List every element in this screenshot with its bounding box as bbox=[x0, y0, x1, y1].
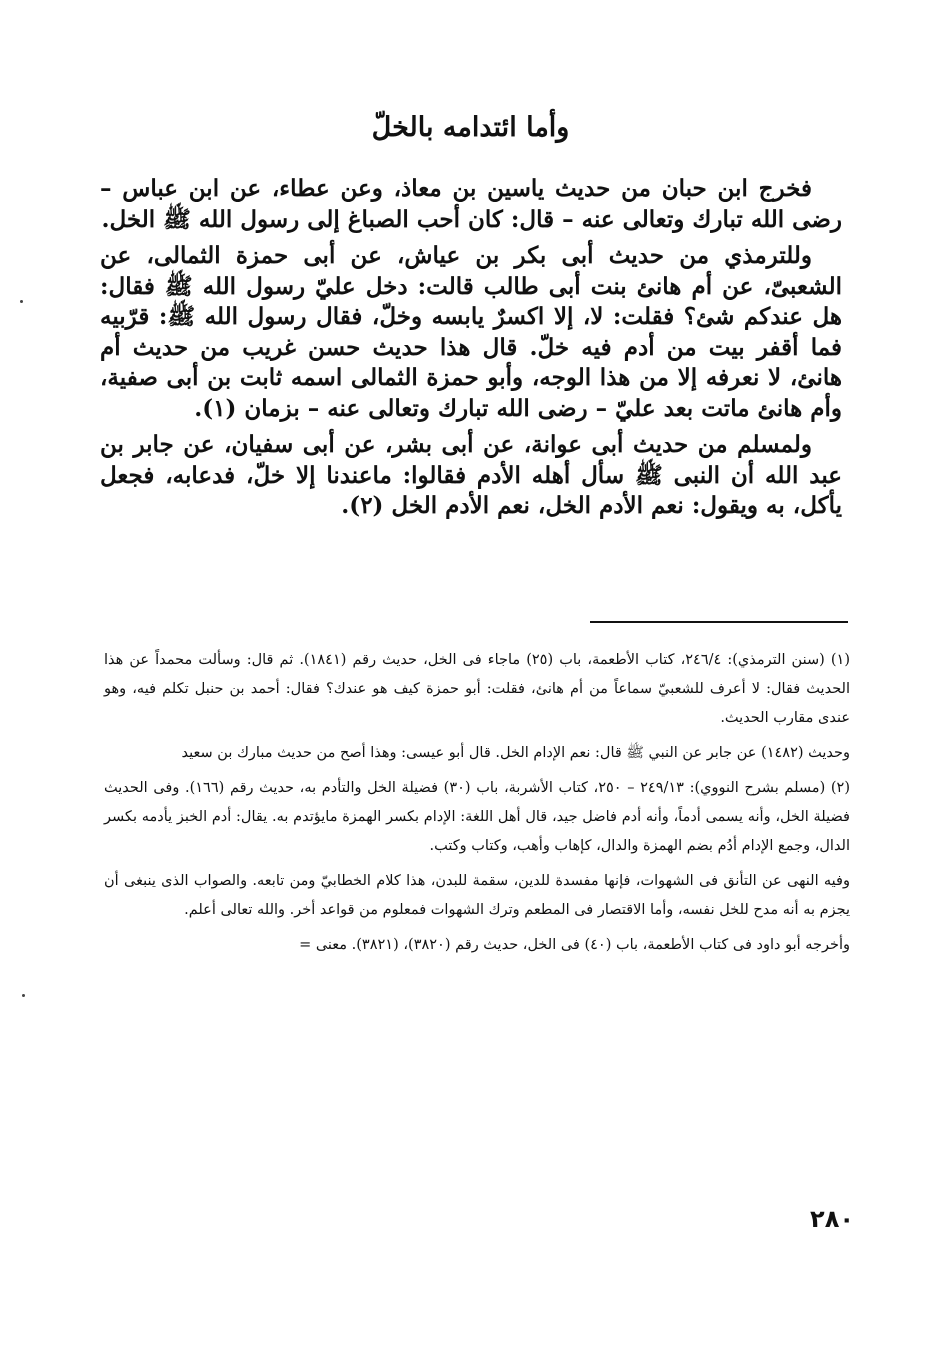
paragraph-ibn-hibban: فخرج ابن حبان من حديث ياسين بن معاذ، وعن عطاء، عن ابن عباس – رضى الله تبارك وتعالى عنه – قال: كان أحب الصباغ إلى رسول الله ﷺ الخل. bbox=[100, 175, 842, 233]
footnote-divider bbox=[590, 621, 848, 623]
scan-speck bbox=[22, 994, 25, 997]
footnote-1-continued: وحديث (١٤٨٢) عن جابر عن النبي ﷺ قال: نعم الإدام الخل. قال أبو عيسى: وهذا أصح من حديث مبارك بن سعيد bbox=[181, 745, 850, 761]
footnote-1: (١) (سنن الترمذي): ٢٤٦/٤، كتاب الأطعمة، باب (٢٥) ماجاء فى الخل، حديث رقم (١٨٤١). ثم قال: وسألت محمداً عن هذا الحديث فقال: لا أعرف للشعبيّ سماعاً من أم هانئ، فقلت: أبو حمزة كيف هو عندك؟ فقال: أحمد بن حنبل تكلم فيه، وهو عندى مقارب الحديث. bbox=[104, 652, 850, 726]
section-heading: وأما ائتدامه بالخلّ bbox=[371, 112, 570, 143]
paragraph-tirmidhi: وللترمذي من حديث أبى بكر بن عياش، عن أبى حمزة الثمالى، عن الشعبىّ، عن أم هانئ بنت أبى طالب قالت: دخل عليّ رسول الله ﷺ فقال: هل عندكم شئ؟ فقلت: لا، إلا اكسرٌ يابسه وخلّ، فقال رسول الله ﷺ: قرّبيه فما أقفر بيت من أدم فيه خلّ. قال هذا حديث حسن غريب من حديث أم هانئ، لا نعرفه إلا من هذا الوجه، وأبو حمزة الثمالى اسمه ثابت بن أبى صفية، وأم هانئ ماتت بعد عليّ – رضى الله تبارك وتعالى عنه – بزمان (١). bbox=[100, 242, 842, 422]
footnote-2-continued: وفيه النهى عن التأنق فى الشهوات، فإنها مفسدة للدين، سقمة للبدن، هذا كلام الخطابيّ ومن تابعه. والصواب الذى ينبغى أن يجزم به أنه مدح للخل نفسه، وأما الاقتصار فى المطعم وترك الشهوات فمعلوم من قواعد أخر. والله تعالى أعلم. bbox=[104, 873, 850, 918]
page-number: ٢٨٠ bbox=[810, 1205, 854, 1233]
scan-speck bbox=[20, 300, 23, 303]
footnote-2-abu-dawud: وأخرجه أبو داود فى كتاب الأطعمة، باب (٤٠) فى الخل، حديث رقم (٣٨٢٠)، (٣٨٢١). معنى = bbox=[299, 937, 850, 953]
paragraph-muslim: ولمسلم من حديث أبى عوانة، عن أبى بشر، عن أبى سفيان، عن جابر بن عبد الله أن النبى ﷺ سأل أهله الأدم فقالوا: ماعندنا إلا خلّ، فدعابه، فجعل يأكل، به ويقول: نعم الأدم الخل، نعم الأدم الخل (٢). bbox=[100, 431, 842, 519]
footnotes-block bbox=[104, 646, 850, 966]
footnote-2: (٢) (مسلم بشرح النووي): ٢٤٩/١٣ – ٢٥٠، كتاب الأشربة، باب (٣٠) فضيلة الخل والتأدم به، حديث رقم (١٦٦). وفى الحديث فضيلة الخل، وأنه يسمى أدماً، وأنه أدم فاضل جيد، قال أهل اللغة: الإدام بكسر الهمزة مايؤتدم به. يقال: أدم الخبز يأدمه بكسر الدال، وجمع الإدام أدُم بضم الهمزة والدال، كإهاب وأهب، وكتاب وكتب. bbox=[104, 780, 851, 854]
main-text-block bbox=[100, 174, 842, 528]
